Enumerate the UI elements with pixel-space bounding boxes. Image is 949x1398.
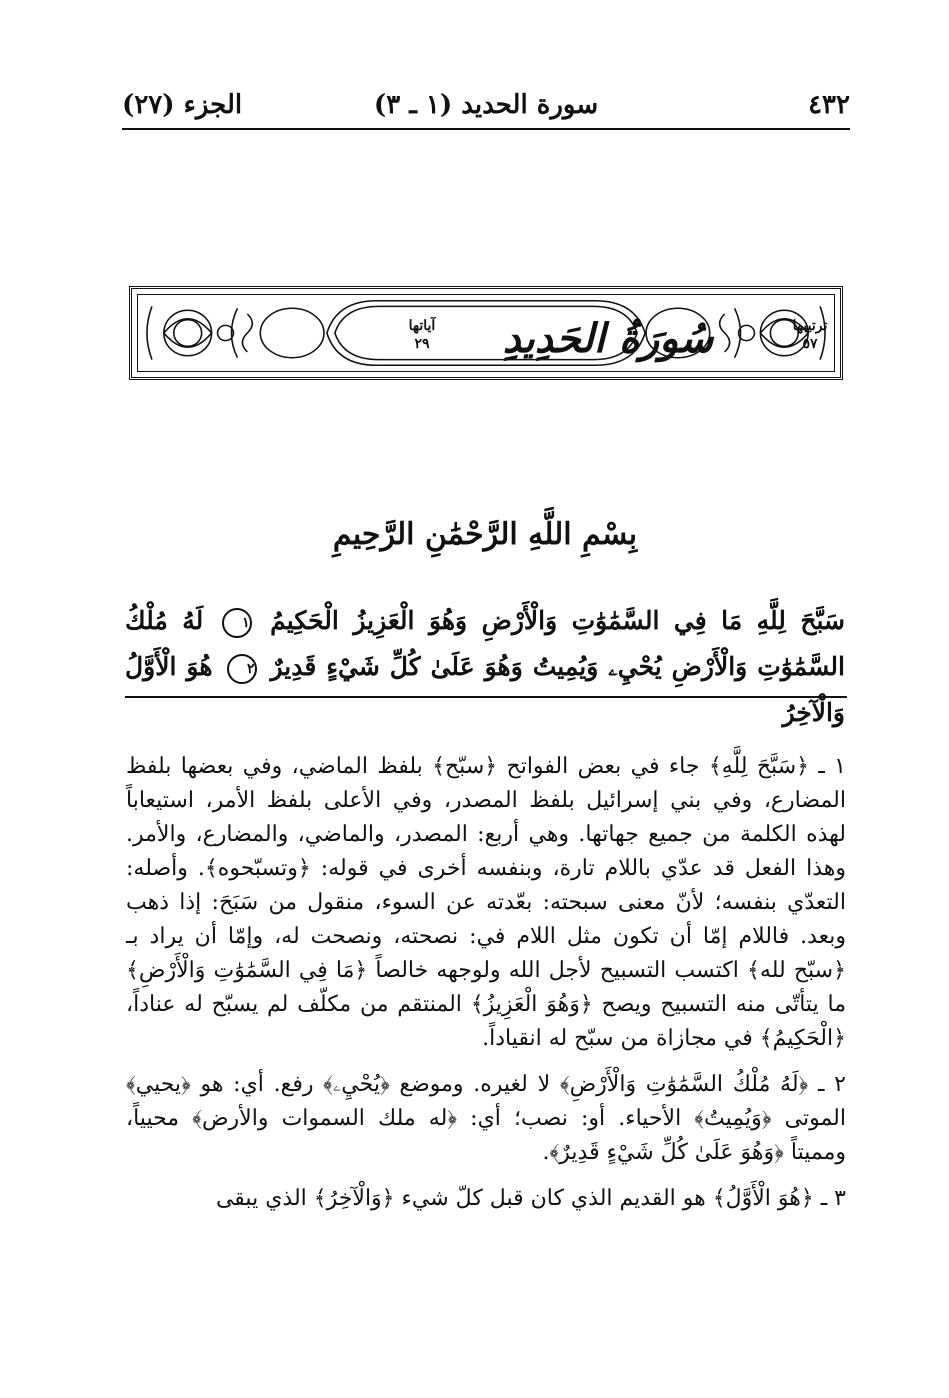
- order-medallion: [778, 312, 842, 364]
- surah-name: سُورَةُ الحَدِيدِ: [502, 315, 714, 362]
- verse-text: سَبَّحَ لِلَّهِ مَا فِي السَّمَٰوَٰتِ وَالْأَرْضِ وَهُوَ الْعَزِيزُ الْحَكِيمُ: [270, 606, 845, 635]
- verse-text: لَهُ مُلْكُ السَّمَٰوَٰتِ وَالْأَرْضِ يُحْيِۦ وَيُمِيتُ وَهُوَ عَلَىٰ كُلِّ شَيْءٍ قَدِيرٌ: [125, 606, 845, 681]
- surah-banner: [129, 286, 843, 380]
- tafsir-commentary: [126, 750, 846, 1228]
- banner-inner-frame: [137, 294, 835, 372]
- verse-separator-rule: [125, 696, 847, 698]
- running-title: سورة الحديد (١ ـ ٣): [373, 90, 599, 120]
- order-label: ترتيبها: [792, 318, 828, 334]
- header-rule: [122, 128, 850, 130]
- page-number: ٤٣٢: [808, 90, 850, 120]
- quran-verses: [125, 598, 845, 736]
- verse-text: هُوَ الْأَوَّلُ وَالْآخِرُ: [125, 652, 845, 727]
- ayat-number: ٢٩: [414, 336, 430, 352]
- verse-number-marker: ١: [222, 608, 252, 638]
- commentary-paragraph: ٣ ـ ﴿هُوَ الْأَوَّلُ﴾ هو القديم الذي كان قبل كلّ شيء ﴿وَالْآخِرُ﴾ الذي يبقى: [215, 1186, 846, 1211]
- order-number: ٥٧: [802, 336, 818, 352]
- basmala: بِسْمِ اللَّهِ الرَّحْمَٰنِ الرَّحِيمِ: [332, 517, 638, 552]
- commentary-paragraph: ٢ ـ ﴿لَهُ مُلْكُ السَّمَٰوَٰتِ وَالْأَرْضِ﴾ لا لغيره. وموضع ﴿يُحْيِۦ﴾ رفع. أي: هو ﴿يحيي﴾ الموتى ﴿وَيُمِيتُ﴾ الأحياء. أو: نصب؛ أي: ﴿له ملك السموات والأرض﴾ محيياً، ومميتاً ﴿وَهُوَ عَلَىٰ كُلِّ شَيْءٍ قَدِيرٌ﴾.: [126, 1072, 846, 1165]
- running-header: [122, 88, 850, 128]
- juz-label: الجزء (٢٧): [122, 90, 243, 120]
- ayat-label: آياتها: [408, 318, 436, 334]
- verse-number-marker: ٢: [227, 654, 257, 684]
- commentary-paragraph: ١ ـ ﴿سَبَّحَ لِلَّهِ﴾ جاء في بعض الفواتح ﴿سبّح﴾ بلفظ الماضي، وفي بعضها بلفظ المضارع، وفي بني إسرائيل بلفظ المصدر، وفي الأعلى بلفظ الأمر، استيعاباً لهذه الكلمة من جميع جهاتها. وهي أربع: المصدر، والماضي، والمضارع، والأمر. وهذا الفعل قد عدّي باللام تارة، وبنفسه أخرى في قوله: ﴿وتسبّحوه﴾. وأصله: التعدّي بنفسه؛ لأنّ معنى سبحته: بعّدته عن السوء، منقول من سَبَحَ: إذا ذهب وبعد. فاللام إمّا أن تكون مثل اللام في: نصحته، ونصحت له، وإمّا أن يراد بـ ﴿سبّح لله﴾ اكتسب التسبيح لأجل الله ولوجهه خالصاً ﴿مَا فِي السَّمَٰوَٰتِ وَالْأَرْضِ﴾ ما يتأتّى منه التسبيح ويصح ﴿وَهُوَ الْعَزِيزُ﴾ المنتقم من مكلّف لم يسبّح له عناداً، ﴿الْحَكِيمُ﴾ في مجازاة من سبّح له انقياداً.: [126, 754, 846, 1051]
